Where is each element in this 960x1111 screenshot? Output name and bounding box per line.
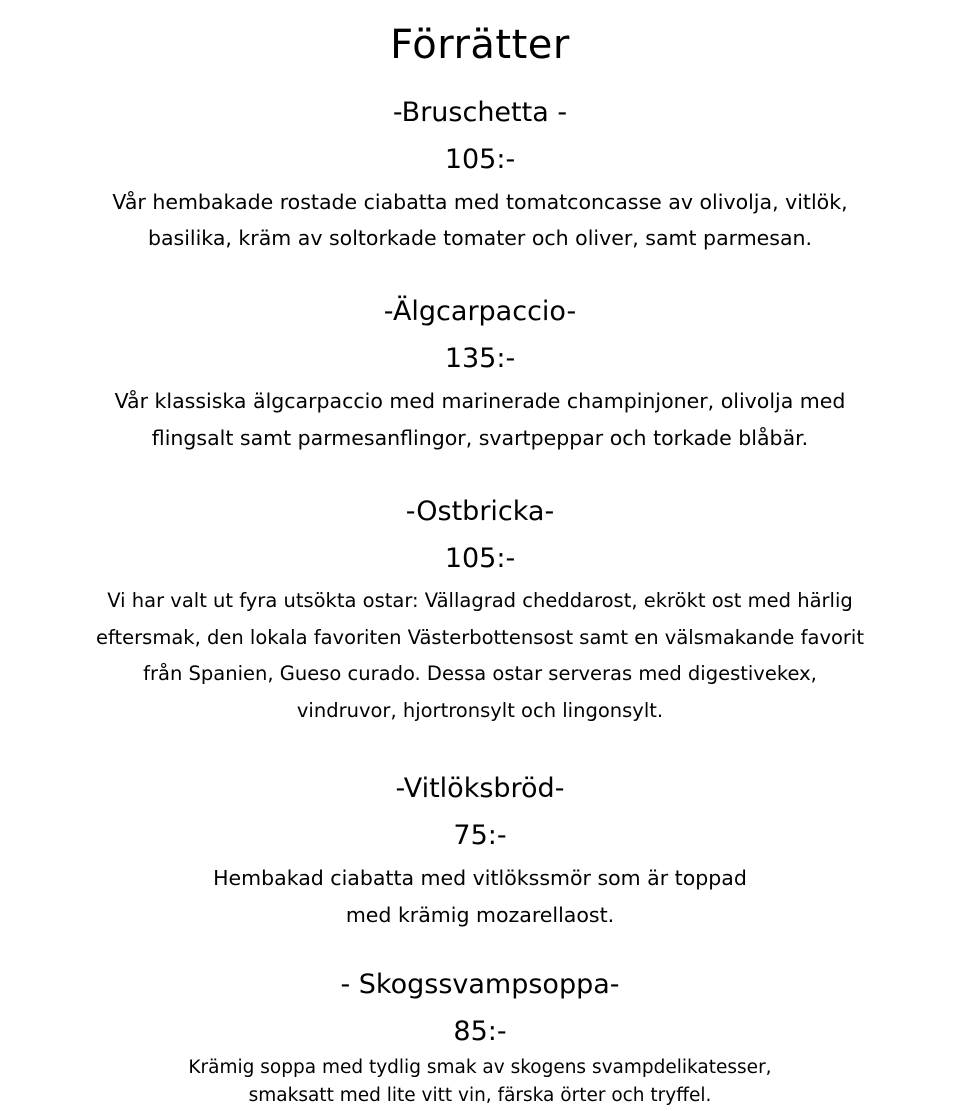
dish-name: -Ostbricka- [405,496,555,527]
dish-vitloksbrod [0,773,960,934]
description-line: eftersmak, den lokala favoriten Västerbottensost samt en välsmakande favorit [96,625,864,649]
description-line: smaksatt med lite vitt vin, färska örter och tryffel. [248,1085,712,1106]
description-line: Hembakad ciabatta med vitlökssmör som är toppad [213,866,747,890]
dish-bruschetta [0,97,960,256]
dish-price: 105:- [444,543,516,574]
description-line: med krämig mozarellaost. [345,903,615,927]
dish-name: -Älgcarpaccio- [383,296,577,327]
description-line: flingsalt samt parmesanflingor, svartpeppar och torkade blåbär. [151,426,809,450]
dish-skogssvampsoppa [0,969,960,1110]
dish-ostbricka [0,496,960,729]
description-line: Krämig soppa med tydlig smak av skogens svampdelikatesser, [188,1057,772,1078]
description-line: basilika, kräm av soltorkade tomater och oliver, samt parmesan. [147,226,813,250]
dish-name: -Vitlöksbröd- [395,773,565,804]
dish-name: - Skogssvampsoppa- [340,969,620,1000]
dish-description [0,860,960,934]
description-line: vindruvor, hjortronsylt och lingonsylt. [296,698,664,722]
dish-description [0,1054,960,1110]
dish-price: 75:- [453,820,507,851]
dish-price: 105:- [444,144,516,175]
dish-algcarpaccio [0,296,960,457]
description-line: Vår hembakade rostade ciabatta med tomatconcasse av olivolja, vitlök, [112,190,848,214]
dish-price: 135:- [444,343,516,374]
page-title: Förrätter [390,21,570,68]
description-line: från Spanien, Gueso curado. Dessa ostar serveras med digestivekex, [143,662,817,685]
dish-description [0,184,960,256]
dish-description [0,583,960,729]
description-line: Vi har valt ut fyra utsökta ostar: Vällagrad cheddarost, ekrökt ost med härlig [107,589,853,612]
dish-description [0,383,960,457]
dish-name: -Bruschetta - [392,97,568,128]
description-line: Vår klassiska älgcarpaccio med marinerade champinjoner, olivolja med [114,389,846,413]
dish-price: 85:- [453,1016,507,1047]
